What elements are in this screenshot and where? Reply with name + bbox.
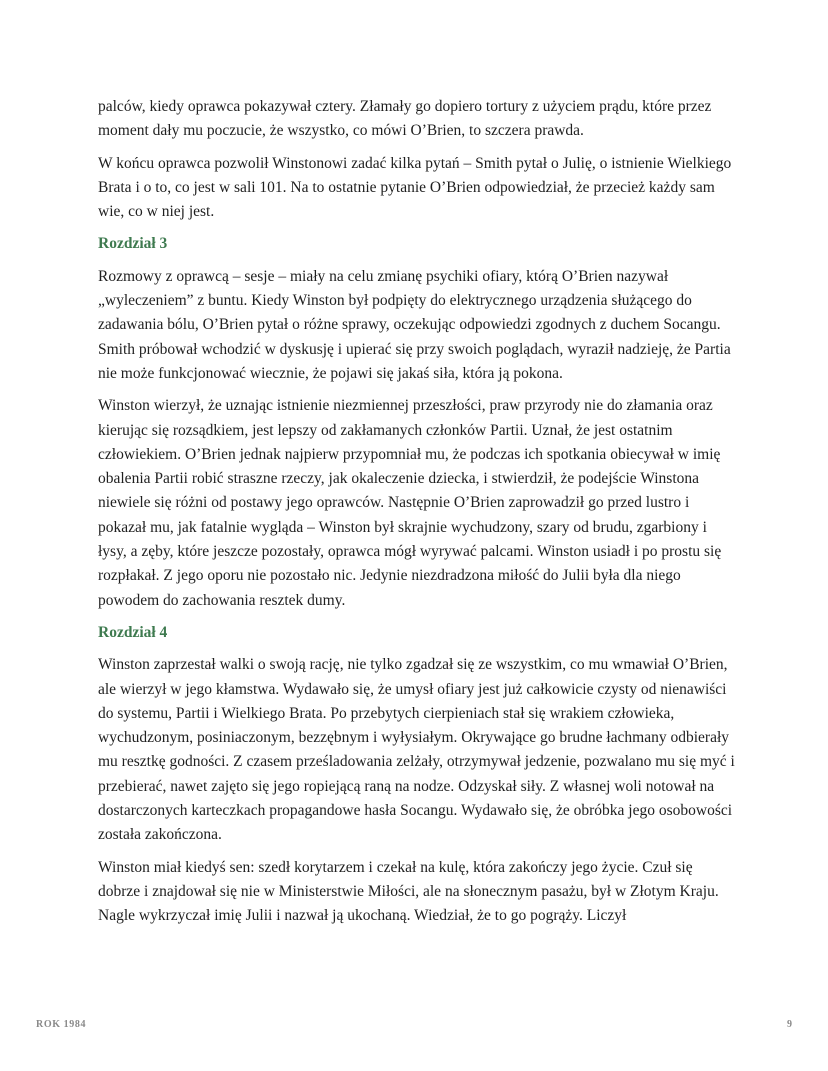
chapter-heading: Rozdział 3 — [98, 235, 168, 253]
body-paragraph: Winston miał kiedyś sen: szedł korytarzem i czekał na kulę, która zakończy jego życie. Czuł się dobrze i znajdował się nie w Ministerstwie Miłości, ale na słonecznym pasażu, był w Złotym Kraju. Nagle wykrzyczał imię Julii i nazwał ją ukochaną. Wiedział, że to go pogrąży. Liczył — [98, 858, 719, 925]
body-paragraph: Winston wierzył, że uznając istnienie niezmiennej przeszłości, praw przyrody nie do złamania oraz kierując się rozsądkiem, jest lepszy od zakłamanych członków Partii. Uznał, że jest ostatnim człowiekiem. O’Brien jednak najpierw przypomniał mu, że podczas ich spotkania obiecywał w imię obalenia Partii robić straszne rzeczy, jak okaleczenie dziecka, i stwierdził, że podejście Winstona niewiele się różni od postawy jego oprawców. Następnie O’Brien zaprowadził go przed lustro i pokazał mu, jak fatalnie wygląda – Winston był skrajnie wychudzony, szary od brudu, zgarbiony i łysy, a zęby, które jeszcze pozostały, oprawca mógł wyrywać palcami. Winston usiadł i po prostu się rozpłakał. Z jego oporu nie pozostało nic. Jedynie niezdradzona miłość do Julii była dla niego powodem do zachowania resztek dumy. — [98, 397, 722, 609]
body-paragraph: Winston zaprzestał walki o swoją rację, nie tylko zgadzał się ze wszystkim, co mu wmawiał O’Brien, ale wierzył w jego kłamstwa. Wydawało się, że umysł ofiary jest już całkowicie czysty od nienawiści do systemu, Partii i Wielkiego Brata. Po przebytych cierpieniach stał się wrakiem człowieka, wychudzonym, posiniaczonym, bezzębnym i wyłysiałym. Okrywające go brudne łachmany odbierały mu resztkę godności. Z czasem prześladowania zelżały, otrzymywał jedzenie, pozwalano mu się myć i przebierać, nawet zajęto się jego ropiejącą raną na nodze. Odzyskał siły. Z własnej woli notował na dostarczonych karteczkach propagandowe hasła Socangu. Wydawało się, że obróbka jego osobowości została zakończona. — [98, 656, 735, 844]
footer-page-number: 9 — [787, 1019, 792, 1030]
body-paragraph: palców, kiedy oprawca pokazywał cztery. Złamały go dopiero tortury z użyciem prądu, które przez moment dały mu poczucie, że wszystko, co mówi O’Brien, to szczera prawda. — [98, 98, 712, 140]
body-paragraph: Rozmowy z oprawcą – sesje – miały na celu zmianę psychiki ofiary, którą O’Brien nazywał „wyleczeniem” z buntu. Kiedy Winston był podpięty do elektrycznego urządzenia służącego do zadawania bólu, O’Brien pytał o różne sprawy, oczekując odpowiedzi zgodnych z duchem Socangu. Smith próbował wchodzić w dyskusję i upierać się przy swoich poglądach, wyraził nadzieję, że Partia nie może funkcjonować wiecznie, że pojawi się jakaś siła, która ją pokona. — [98, 267, 731, 382]
chapter-heading: Rozdział 4 — [98, 623, 168, 641]
footer-book-title: ROK 1984 — [36, 1019, 87, 1030]
body-paragraph: W końcu oprawca pozwolił Winstonowi zadać kilka pytań – Smith pytał o Julię, o istnienie Wielkiego Brata i o to, co jest w sali 101. Na to ostatnie pytanie O’Brien odpowiedział, że przecież każdy sam wie, co w niej jest. — [98, 154, 732, 221]
page-content — [98, 95, 738, 937]
